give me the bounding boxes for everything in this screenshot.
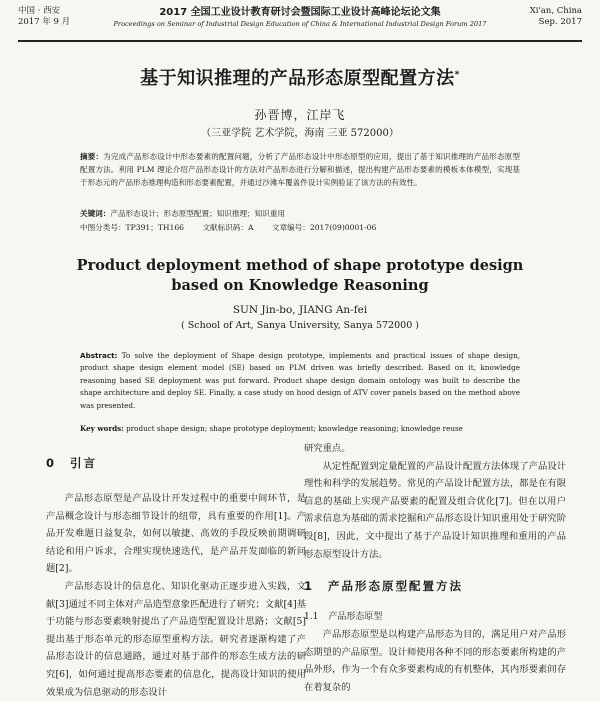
article-number: 文章编号：2017(09)0001-06: [271, 223, 377, 232]
title-cn-text: 基于知识推理的产品形态原型配置方法: [140, 68, 455, 89]
abstract-en-text: To solve the deployment of Shape design prototype, implements and practical issues of shape design, product shape design element model (SE) based on PLM driven was briefly described. Based on it, knowledge reasoning based SE deployment was put forward. Product shape design domain ontology was built to describe the shape architecture and deploy SE. Finally, a case study on hood design of ATV cover panels based on the method above was presented.: [80, 351, 520, 410]
spacer: [304, 563, 566, 577]
keywords-cn-text: 产品形态设计；形态原型配置；知识推理；知识重用: [110, 209, 286, 218]
header-center: [96, 6, 504, 29]
section-title: 引言: [70, 456, 98, 470]
section-number: 0: [46, 456, 57, 470]
header-location-en: Xi'an, China: [529, 6, 582, 16]
keywords-cn-label: 关键词：: [80, 209, 111, 218]
spacer: [46, 440, 306, 454]
paragraph: 研究重点。: [304, 443, 351, 454]
subsection-heading-1-1: [304, 609, 566, 626]
abstract-cn: [80, 150, 520, 189]
keywords-en-label: Key words:: [80, 424, 124, 433]
classification-line: [80, 222, 520, 234]
header-date-en: Sep. 2017: [538, 17, 582, 27]
header-rule: [18, 40, 582, 42]
title-footnote-mark: *: [454, 70, 460, 80]
header-date-cn: 2017 年 9 月: [18, 17, 71, 27]
paragraph: 产品形态原型是产品设计开发过程中的重要中间环节，是产品概念设计与形态细节设计的纽带，具有重要的作用[1]。产品开发难题日益复杂，如何以敏捷、高效的手段反映前期调研结论和用户诉求，合理实现快速迭代，是产品开发面临的新问题[2]。: [46, 493, 306, 575]
running-header: [18, 6, 582, 40]
section-heading-1: [304, 577, 566, 595]
body-column-right: [304, 440, 566, 697]
subsection-number: 1.1: [304, 612, 319, 623]
abstract-en: [80, 350, 520, 412]
header-location-cn: 中国 · 西安: [18, 6, 61, 16]
section-number: 1: [304, 579, 315, 594]
keywords-en: [80, 423, 520, 435]
section-heading-0: [46, 454, 306, 472]
keywords-en-text: product shape design; shape prototype deployment; knowledge reasoning; knowledge reuse: [126, 424, 463, 433]
affiliation-cn: （三亚学院 艺术学院，海南 三亚 572000）: [201, 128, 399, 139]
body-column-left: [46, 440, 306, 701]
authors-cn: 孙晋博，江岸飞: [254, 108, 346, 122]
clc-number: 中图分类号：TP391；TH166: [80, 223, 185, 232]
paper-title-en: Product deployment method of shape prototype design based on Knowledge Reasoning: [76, 257, 524, 294]
header-left: [18, 6, 70, 28]
abstract-cn-label: 摘要：: [80, 152, 104, 161]
header-proceedings-en: Proceedings on Seminar of Industrial Design Education of China & International Industrial Design Forum 2017: [113, 20, 487, 28]
document-code: 文献标识码：A: [202, 223, 254, 232]
paragraph: 从定性配置到定量配置的产品设计配置方法体现了产品设计理性和科学的发展趋势。常见的产品设计配置方法，都是在有限信息的基础上实现产品要素的配置及组合优化[7]。但在以用户需求信息为基础的需求挖掘和产品形态设计知识重用处于研究阶段[8]，因此，文中提出了基于产品设计知识推理和重用的产品形态原型设计方法。: [304, 460, 566, 560]
affiliation-en: ( School of Art, Sanya University, Sanya 572000 ): [181, 320, 419, 331]
spacer: [304, 595, 566, 609]
subsection-title: 产品形态原型: [328, 612, 383, 623]
keywords-cn: [80, 208, 520, 220]
spacer: [46, 472, 306, 490]
header-proceedings-cn: 2017 全国工业设计教育研讨会暨国际工业设计高峰论坛论文集: [159, 7, 441, 18]
header-right: [530, 6, 582, 28]
paragraph: 产品形态设计的信息化、知识化驱动正逐步进入实践，文献[3]通过不同主体对产品造型意象匹配进行了研究；文献[4]基于功能与形态要素映射提出了产品造型配置设计思路；文献[5]提出基于形态单元的形态原型重构方法。研究者逐渐构建了产品形态设计的信息通路，通过对基于部件的形态生成方法的研究[6]，如何通过提高形态要素的信息化，提高设计知识的使用效果成为信息驱动的形态设计: [46, 580, 306, 698]
abstract-cn-text: 为完成产品形态设计中形态要素的配置问题，分析了产品形态设计中形态原型的应用，提出了基于知识推理的产品形态原型配置方法。利用 PLM 理论介绍产品形态设计的方法对产品形态进行分解和描述，提出构建产品形态要素的模板本体模型，实现基于形态元的产品形态推理构造和形态要素配置，并通过沙滩车覆盖件设计实例验证了该方法的有效性。: [80, 152, 521, 187]
paper-title-cn: [0, 64, 600, 90]
authors-en: SUN Jin-bo, JIANG An-fei: [232, 304, 368, 316]
paragraph: 产品形态原型是以构建产品形态为目的，满足用户对产品形态期望的产品原型。设计师使用各种不同的形态要素所构建的产品外形，作为一个有众多要素构成的有机整体，其内形要素间存在着复杂的: [304, 629, 566, 693]
abstract-en-label: Abstract:: [80, 351, 118, 360]
section-title: 产品形态原型配置方法: [328, 579, 464, 594]
